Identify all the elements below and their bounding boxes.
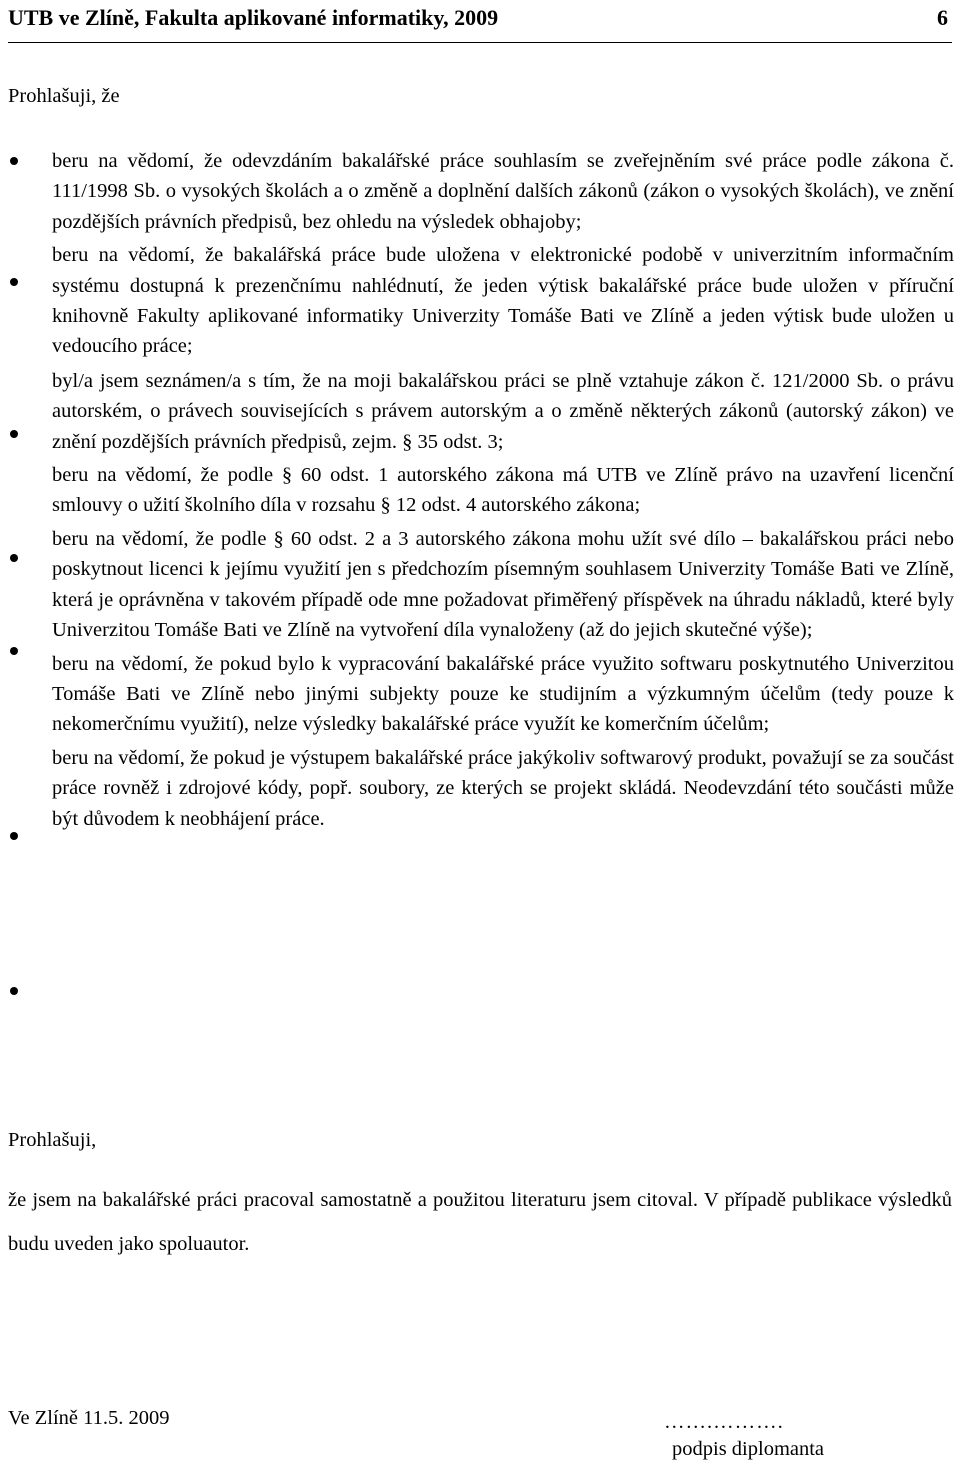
bullet-icon [10, 554, 18, 562]
list-item: beru na vědomí, že pokud je výstupem bakalářské práce jakýkoliv softwarový produkt, považují se za součást práce rovněž i zdrojové kódy, popř. soubory, ze kterých se projekt skládá. Neodevzdání této součásti může být důvodem k neobhájení práce. [52, 746, 954, 830]
page-header [8, 0, 952, 43]
bullet-icon [10, 430, 18, 438]
list-item: byl/a jsem seznámen/a s tím, že na moji bakalářskou práci se plně vztahuje zákon č. 121/2000 Sb. o právu autorském, o právech souvisejících s právem autorským a o změně některých zákonů (autorský zákon) ve znění pozdějších právních předpisů, zejm. § 35 odst. 3; [52, 369, 954, 453]
bullet-icon [10, 647, 18, 655]
closing-text: že jsem na bakalářské práci pracoval samostatně a použitou literaturu jsem citoval. V případě publikace výsledků budu uveden jako spoluautor. [8, 1189, 952, 1255]
signature-label: podpis diplomanta [672, 1438, 825, 1460]
page-number: 6 [937, 5, 948, 30]
signature-line: …….………. [664, 1411, 784, 1433]
declaration-list [52, 146, 954, 834]
list-item: beru na vědomí, že bakalářská práce bude uložena v elektronické podobě v univerzitním informačním systému dostupná k prezenčnímu nahlédnutí, že jeden výtisk bakalářské práce bude uložen v příruční knihovně Fakulty aplikované informatiky Univerzity Tomáše Bati ve Zlíně a jeden výtisk bude uložen u vedoucího práce; [52, 244, 954, 358]
list-item: beru na vědomí, že odevzdáním bakalářské práce souhlasím se zveřejněním své práce podle zákona č. 111/1998 Sb. o vysokých školách a o změně a doplnění dalších zákonů (zákon o vysokých školách), ve znění pozdějších právních předpisů, bez ohledu na výsledek obhajoby; [52, 150, 954, 233]
bullet-icon [10, 832, 18, 840]
place-date: Ve Zlíně 11.5. 2009 [8, 1407, 170, 1429]
list-item: beru na vědomí, že pokud bylo k vypracování bakalářské práce využito softwaru poskytnutého Univerzitou Tomáše Bati ve Zlíně nebo jinými subjekty pouze ke studijním a výzkumným účelům (tedy pouze k nekomerčnímu využití), nelze výsledky bakalářské práce využít ke komerčním účelům; [52, 652, 954, 736]
header-title: UTB ve Zlíně, Fakulta aplikované informatiky, 2009 [8, 5, 499, 30]
declaration-intro: Prohlašuji, že [8, 85, 120, 107]
bullet-icon [10, 157, 18, 165]
closing-intro: Prohlašuji, [8, 1129, 97, 1151]
list-item: beru na vědomí, že podle § 60 odst. 1 autorského zákona má UTB ve Zlíně právo na uzavření licenční smlouvy o užití školního díla v rozsahu § 12 odst. 4 autorského zákona; [52, 464, 954, 517]
bullet-icon [10, 987, 18, 995]
bullet-icon [10, 278, 18, 286]
list-item: beru na vědomí, že podle § 60 odst. 2 a 3 autorského zákona mohu užít své dílo – bakalářskou práci nebo poskytnout licenci k jejímu využití jen s předchozím písemným souhlasem Univerzity Tomáše Bati ve Zlíně, která je oprávněna v takovém případě ode mne požadovat přiměřený příspěvek na úhradu nákladů, které byly Univerzitou Tomáše Bati ve Zlíně na vytvoření díla vynaloženy (až do jejich skutečné výše); [52, 527, 954, 642]
